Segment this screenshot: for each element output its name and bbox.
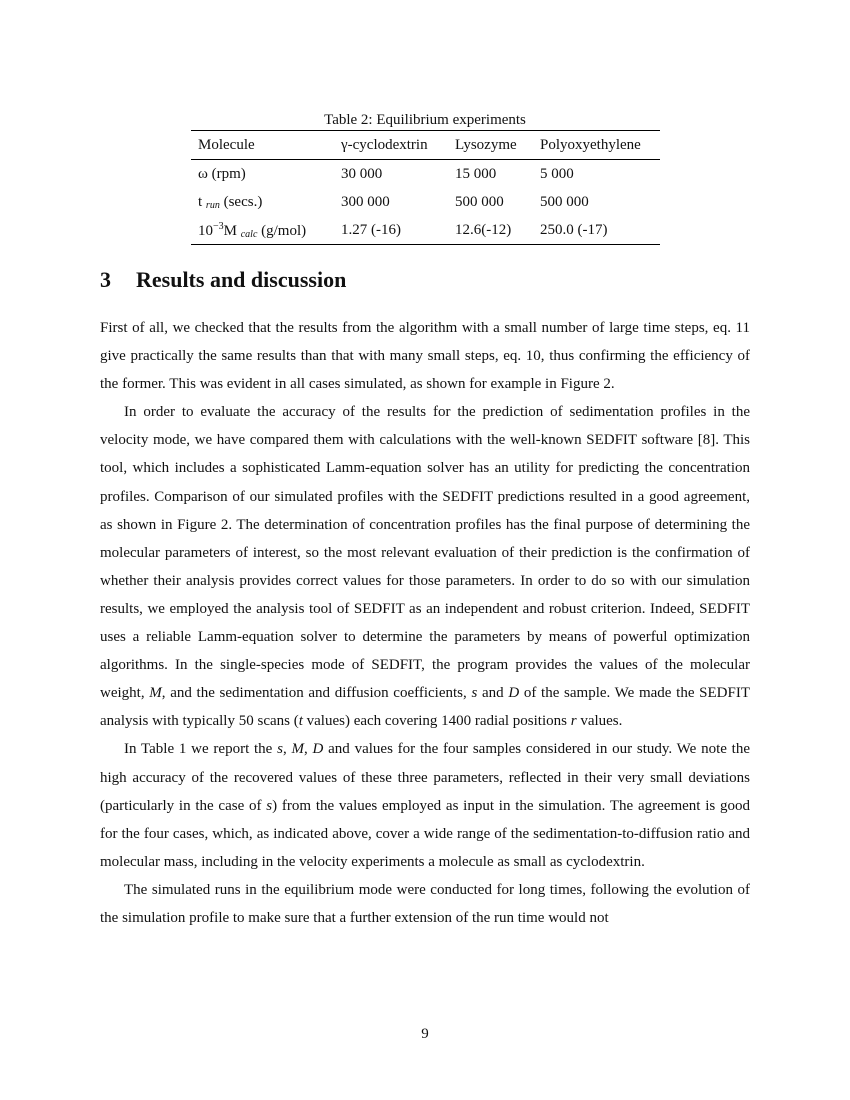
row-label [191, 189, 334, 217]
row-label [191, 160, 334, 189]
table-cell: 30 000 [341, 165, 383, 182]
row-label-subscript: calc [240, 228, 258, 240]
paragraph [100, 735, 750, 875]
table-cell: 15 000 [455, 165, 497, 182]
text-run: values. [576, 713, 623, 730]
table-cell: 250.0 (-17) [533, 217, 660, 245]
row-label-superscript: −3 [213, 220, 224, 232]
text-run: , [304, 741, 313, 758]
page-number: 9 [421, 1026, 429, 1042]
table-header-cell: Polyoxyethylene [533, 131, 660, 160]
symbol: r [570, 713, 577, 730]
table-cell: 1.27 (-16) [334, 217, 448, 245]
symbol: s [266, 797, 273, 814]
table-caption: Table 2: Equilibrium experiments [324, 112, 526, 128]
table-cell: 5 000 [540, 165, 574, 182]
text-run: In order to evaluate the accuracy of the results for the prediction of sedimentation profiles in the velocity mode, we have compared them with calculations with the well-known SEDFIT software [8]. This tool, which includes a sophisticated Lamm-equation solver has an utility for predicting the concentration profiles. Comparison of our simulated profiles with the SEDFIT predictions resulted in a good agreement, as shown in Figure 2. The determination of concentration profiles has the final purpose of determining the molecular parameters of interest, so the most relevant evaluation of their prediction is the confirmation of whether their analysis provides correct values for those parameters. In order to do so with our simulation results, we employed the analysis tool of SEDFIT as an independent and robust criterion. Indeed, SEDFIT uses a reliable Lamm-equation solver to determine the parameters by means of powerful optimization algorithms. In the single-species mode of SEDFIT, the program provides the values of the molecular weight, [100, 404, 750, 702]
table-cell: 12.6(-12) [448, 217, 533, 245]
equilibrium-table [191, 130, 660, 245]
symbol: D [508, 685, 520, 702]
row-label-unit: (g/mol) [257, 222, 307, 239]
text-run: In Table 1 we report the [124, 741, 278, 758]
table-header-row [191, 131, 660, 160]
text-run: values) each covering 1400 radial positions [302, 713, 571, 730]
table-row [191, 189, 660, 217]
row-label-text: ω (rpm) [198, 165, 246, 182]
row-label-subscript: run [205, 200, 220, 211]
symbol: M [149, 685, 162, 702]
text-run: ) from the values employed as input in the simulation. The agreement is good for the four cases, which, as indicated above, cover a wide range of the sedimentation-to-diffusion ratio and molecular mass, including in the velocity experiments a molecule as small as cyclodextrin. [100, 797, 750, 870]
text-run: and values for the four samples considered in our study. We note the high accuracy of the recovered values of these three parameters, reflected in their very small deviations (particularly in the case of [100, 741, 751, 814]
text-run: , [282, 741, 292, 758]
paragraph: The simulated runs in the equilibrium mode were conducted for long times, following the evolution of the simulation profile to make sure that a further extension of the run time would not [100, 881, 750, 926]
symbol: s [277, 741, 283, 758]
symbol: M [291, 741, 304, 758]
symbol: D [312, 741, 324, 758]
table-cell: 500 000 [540, 194, 589, 210]
section-heading [100, 265, 346, 295]
table-cell: 500 000 [455, 194, 504, 210]
symbol: s [471, 685, 478, 702]
table-header-cell: Lysozyme [448, 131, 533, 160]
table-cell: 300 000 [341, 194, 390, 210]
row-label-unit: (secs.) [219, 194, 263, 210]
row-label [191, 217, 334, 245]
text-run: and [477, 685, 509, 702]
row-label-text: t [198, 194, 206, 210]
row-label-symbol: M [223, 222, 241, 239]
text-run: of the sample. We made the SEDFIT analysis with typically 50 scans ( [100, 685, 750, 730]
text-run: , and the sedimentation and diffusion coefficients, [161, 685, 472, 702]
section-title: Results and discussion [136, 267, 347, 292]
symbol: t [298, 713, 303, 730]
table-row [191, 160, 660, 189]
body-text [100, 314, 750, 932]
paragraph: First of all, we checked that the results from the algorithm with a small number of large time steps, eq. 11 give practically the same results than that with many small steps, eq. 10, thus confirming the efficiency of the former. This was evident in all cases simulated, as shown for example in Figure 2. [100, 320, 750, 393]
table-header-cell: Molecule [191, 131, 334, 160]
table-header-cell: γ-cyclodextrin [334, 131, 448, 160]
paragraph [100, 398, 750, 735]
section-number: 3 [100, 267, 111, 292]
row-label-text: 10 [198, 222, 213, 239]
table-row [191, 217, 660, 245]
